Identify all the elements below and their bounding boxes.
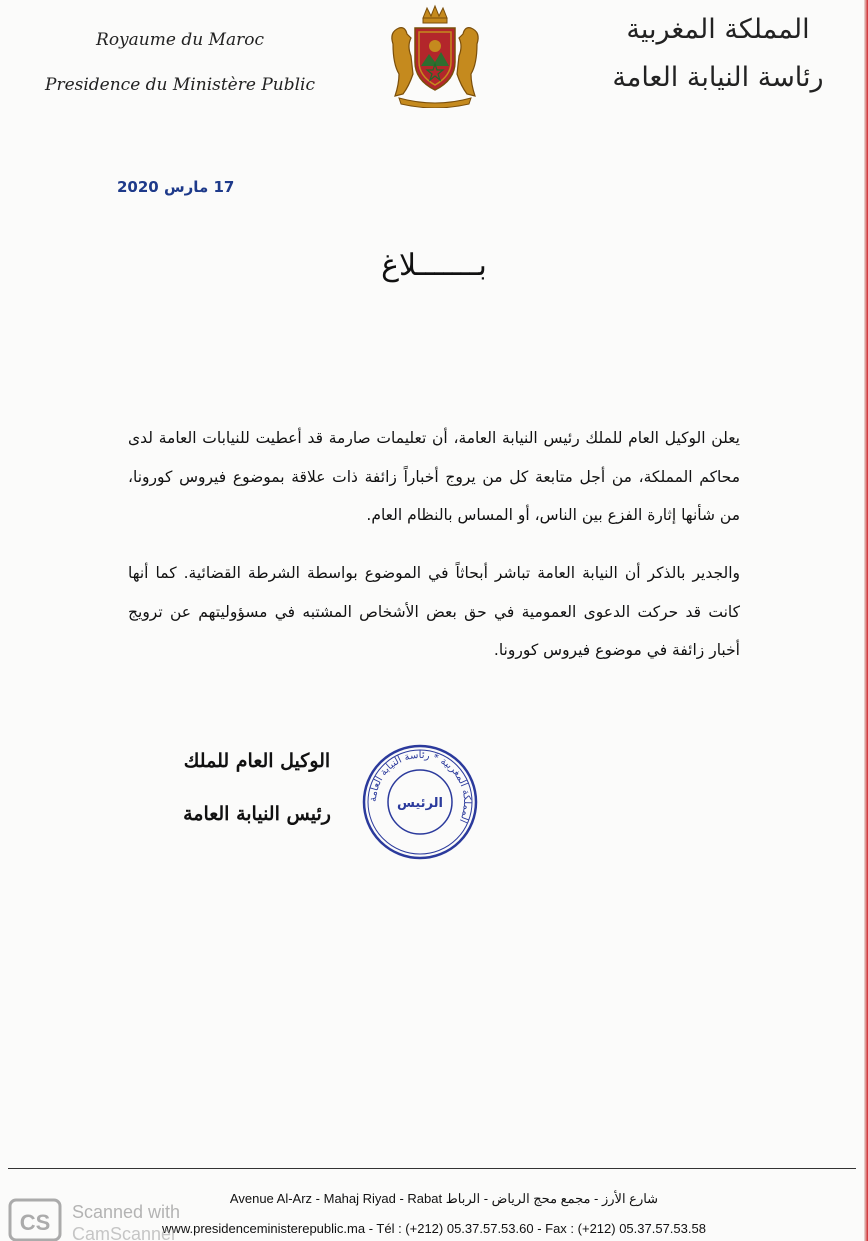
footer-address: Avenue Al-Arz - Mahaj Riyad - Rabat شارع الأرز - مجمع محج الرياض - الرباط	[229, 1191, 659, 1206]
body-paragraph-2: والجدير بالذكر أن النيابة العامة تباشر أبحاثاً في الموضوع بواسطة الشرطة القضائية. كما أنها كانت قد حركت الدعوى العمومية في حق بعض الأشخاص المشتبه في مسؤوليتهم عن ترويج أخبار زائفة في موضوع فيروس كورونا.	[128, 564, 740, 659]
camscanner-badge: CS	[19, 1210, 51, 1235]
header-arabic-presidency: رئاسة النيابة العامة	[612, 62, 824, 93]
body-paragraph-1: يعلن الوكيل العام للملك رئيس النيابة العامة، أن تعليمات صارمة قد أعطيت للنيابات العامة لدى محاكم المملكة، من أجل متابعة كل من يروج أخباراً زائفة ذات علاقة بموضوع فيروس كورونا، من شأنها إثارة الفزع بين الناس، أو المساس بالنظام العام.	[128, 429, 740, 524]
header-arabic-kingdom: المملكة المغربية	[626, 14, 810, 45]
official-stamp	[360, 743, 480, 861]
signature-title-line1: الوكيل العام للملك	[183, 750, 331, 772]
document-date: 17 مارس 2020	[117, 178, 235, 196]
document-title: بـــــــلاغ	[381, 248, 487, 283]
camscanner-line1: Scanned with	[72, 1202, 181, 1222]
stamp-center-text: الرئيس	[397, 796, 443, 811]
moroccan-coat-of-arms-icon	[385, 4, 485, 108]
camscanner-watermark	[8, 1198, 228, 1241]
camscanner-line2: CamScanner	[72, 1224, 178, 1241]
footer-contact: www.presidenceministerepublic.ma - Tél : (+212) 05.37.57.53.60 - Fax : (+212) 05.37.57.53.58	[162, 1221, 706, 1236]
header-french-presidency: Presidence du Ministère Public	[45, 75, 315, 95]
footer-rule	[8, 1168, 856, 1169]
stamp-ring-text: المملكة المغربية * رئاسة النيابة العامة	[367, 749, 473, 825]
page-edge-accent	[864, 0, 868, 1241]
header-french-kingdom: Royaume du Maroc	[96, 30, 264, 50]
signature-title-line2: رئيس النيابة العامة	[183, 803, 331, 825]
